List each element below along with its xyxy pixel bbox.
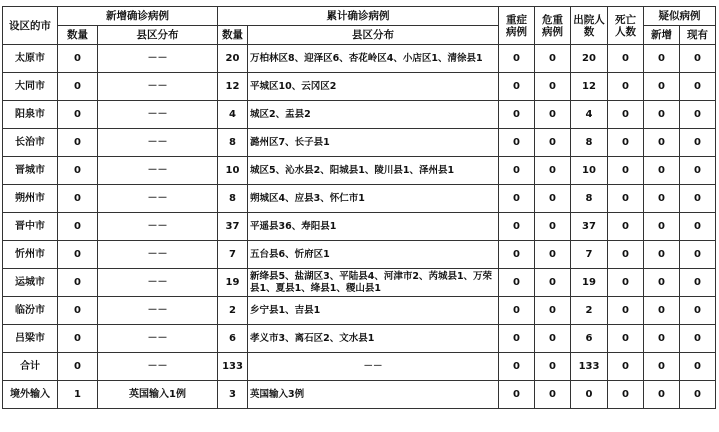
cell-discharged: 4 — [571, 101, 608, 129]
cell-critical: 0 — [535, 381, 571, 409]
cell-discharged: 2 — [571, 297, 608, 325]
cell-critical: 0 — [535, 129, 571, 157]
cell-new-dist: －－ — [98, 45, 218, 73]
cell-deaths: 0 — [608, 101, 644, 129]
cell-new-count: 0 — [58, 241, 98, 269]
cell-severe: 0 — [499, 353, 535, 381]
cell-discharged: 20 — [571, 45, 608, 73]
header-new-count: 数量 — [58, 26, 98, 45]
cell-cum-dist: 英国输入3例 — [248, 381, 499, 409]
cell-new-count: 0 — [58, 157, 98, 185]
header-cum-group: 累计确诊病例 — [218, 7, 499, 26]
header-new-dist: 县区分布 — [98, 26, 218, 45]
cell-discharged: 0 — [571, 381, 608, 409]
cell-new-dist: －－ — [98, 101, 218, 129]
cell-new-count: 0 — [58, 73, 98, 101]
table-row — [3, 213, 716, 241]
cell-cum-dist: 平城区10、云冈区2 — [248, 73, 499, 101]
header-suspect-new: 新增 — [644, 26, 680, 45]
header-critical: 危重病例 — [535, 7, 571, 45]
cell-cum-count: 6 — [218, 325, 248, 353]
cell-suspect-current: 0 — [680, 157, 716, 185]
table-row — [3, 129, 716, 157]
cell-severe: 0 — [499, 185, 535, 213]
cell-severe: 0 — [499, 241, 535, 269]
cell-critical: 0 — [535, 297, 571, 325]
cell-severe: 0 — [499, 73, 535, 101]
cell-critical: 0 — [535, 269, 571, 297]
cell-new-dist: －－ — [98, 325, 218, 353]
cell-suspect-new: 0 — [644, 381, 680, 409]
cell-cum-count: 133 — [218, 353, 248, 381]
cell-cum-count: 4 — [218, 101, 248, 129]
cell-severe: 0 — [499, 157, 535, 185]
cell-new-dist: －－ — [98, 297, 218, 325]
cell-deaths: 0 — [608, 297, 644, 325]
header-discharged: 出院人数 — [571, 7, 608, 45]
cell-severe: 0 — [499, 269, 535, 297]
cell-discharged: 6 — [571, 325, 608, 353]
cell-suspect-current: 0 — [680, 241, 716, 269]
cell-discharged: 10 — [571, 157, 608, 185]
cell-suspect-current: 0 — [680, 381, 716, 409]
cell-new-dist: －－ — [98, 353, 218, 381]
cell-suspect-new: 0 — [644, 241, 680, 269]
table-row — [3, 185, 716, 213]
cell-severe: 0 — [499, 101, 535, 129]
cell-critical: 0 — [535, 45, 571, 73]
cell-city: 忻州市 — [3, 241, 58, 269]
cell-cum-dist: 潞州区7、长子县1 — [248, 129, 499, 157]
cell-new-dist: －－ — [98, 241, 218, 269]
cell-cum-count: 8 — [218, 129, 248, 157]
cell-new-count: 0 — [58, 101, 98, 129]
cell-critical: 0 — [535, 73, 571, 101]
cell-suspect-new: 0 — [644, 269, 680, 297]
cell-deaths: 0 — [608, 353, 644, 381]
cell-cum-count: 2 — [218, 297, 248, 325]
header-cum-count: 数量 — [218, 26, 248, 45]
cell-city: 吕梁市 — [3, 325, 58, 353]
cell-cum-count: 12 — [218, 73, 248, 101]
header-suspect-group: 疑似病例 — [644, 7, 716, 26]
cell-new-dist: －－ — [98, 157, 218, 185]
cell-cum-dist: 孝义市3、离石区2、文水县1 — [248, 325, 499, 353]
table-row — [3, 73, 716, 101]
cell-cum-dist: 新绛县5、盐湖区3、平陆县4、河津市2、芮城县1、万荣县1、夏县1、绛县1、稷山县1 — [248, 269, 499, 297]
cell-suspect-new: 0 — [644, 185, 680, 213]
table-row — [3, 325, 716, 353]
cell-suspect-current: 0 — [680, 185, 716, 213]
table-row — [3, 241, 716, 269]
cell-discharged: 37 — [571, 213, 608, 241]
cell-city: 境外输入 — [3, 381, 58, 409]
cell-discharged: 7 — [571, 241, 608, 269]
table-row — [3, 297, 716, 325]
cell-city: 临汾市 — [3, 297, 58, 325]
cell-suspect-new: 0 — [644, 101, 680, 129]
cell-new-count: 0 — [58, 185, 98, 213]
cell-discharged: 133 — [571, 353, 608, 381]
cell-city: 合计 — [3, 353, 58, 381]
cell-cum-count: 3 — [218, 381, 248, 409]
table-row — [3, 157, 716, 185]
cell-deaths: 0 — [608, 129, 644, 157]
header-cum-dist: 县区分布 — [248, 26, 499, 45]
cell-suspect-current: 0 — [680, 297, 716, 325]
table-row — [3, 381, 716, 409]
header-severe: 重症病例 — [499, 7, 535, 45]
cell-deaths: 0 — [608, 269, 644, 297]
cell-suspect-new: 0 — [644, 297, 680, 325]
cell-severe: 0 — [499, 129, 535, 157]
cell-city: 阳泉市 — [3, 101, 58, 129]
cell-city: 太原市 — [3, 45, 58, 73]
cell-suspect-new: 0 — [644, 73, 680, 101]
cell-suspect-new: 0 — [644, 45, 680, 73]
cell-suspect-new: 0 — [644, 325, 680, 353]
cell-suspect-current: 0 — [680, 45, 716, 73]
cell-deaths: 0 — [608, 213, 644, 241]
cell-cum-dist: 五台县6、忻府区1 — [248, 241, 499, 269]
cell-city: 大同市 — [3, 73, 58, 101]
cell-new-count: 0 — [58, 269, 98, 297]
header-row-1 — [3, 7, 716, 26]
cell-severe: 0 — [499, 45, 535, 73]
cell-suspect-new: 0 — [644, 213, 680, 241]
cell-cum-dist: 城区2、盂县2 — [248, 101, 499, 129]
cell-deaths: 0 — [608, 185, 644, 213]
cell-suspect-current: 0 — [680, 129, 716, 157]
cell-new-count: 1 — [58, 381, 98, 409]
cell-suspect-current: 0 — [680, 101, 716, 129]
cell-suspect-current: 0 — [680, 73, 716, 101]
cases-table — [2, 6, 716, 409]
cell-cum-dist: 朔城区4、应县3、怀仁市1 — [248, 185, 499, 213]
cell-new-dist: 英国输入1例 — [98, 381, 218, 409]
cell-severe: 0 — [499, 213, 535, 241]
cell-new-count: 0 — [58, 45, 98, 73]
cell-critical: 0 — [535, 157, 571, 185]
table-row — [3, 353, 716, 381]
cell-city: 晋中市 — [3, 213, 58, 241]
cell-new-dist: －－ — [98, 269, 218, 297]
cell-severe: 0 — [499, 325, 535, 353]
cell-city: 运城市 — [3, 269, 58, 297]
cell-deaths: 0 — [608, 157, 644, 185]
header-deaths: 死亡人数 — [608, 7, 644, 45]
cell-new-dist: －－ — [98, 185, 218, 213]
cell-new-count: 0 — [58, 353, 98, 381]
cell-severe: 0 — [499, 381, 535, 409]
cell-discharged: 8 — [571, 185, 608, 213]
cell-critical: 0 — [535, 101, 571, 129]
cell-cum-count: 20 — [218, 45, 248, 73]
cell-suspect-current: 0 — [680, 353, 716, 381]
cell-new-dist: －－ — [98, 129, 218, 157]
cell-cum-dist: 平遥县36、寿阳县1 — [248, 213, 499, 241]
cell-new-count: 0 — [58, 213, 98, 241]
cell-critical: 0 — [535, 213, 571, 241]
cell-suspect-new: 0 — [644, 353, 680, 381]
cell-new-dist: －－ — [98, 213, 218, 241]
cell-cum-dist: 万柏林区8、迎泽区6、杏花岭区4、小店区1、清徐县1 — [248, 45, 499, 73]
cell-deaths: 0 — [608, 325, 644, 353]
table-body — [3, 45, 716, 409]
cell-discharged: 12 — [571, 73, 608, 101]
cell-critical: 0 — [535, 185, 571, 213]
cell-cum-count: 19 — [218, 269, 248, 297]
cell-cum-count: 7 — [218, 241, 248, 269]
table-row — [3, 45, 716, 73]
cell-deaths: 0 — [608, 45, 644, 73]
cell-deaths: 0 — [608, 73, 644, 101]
cell-severe: 0 — [499, 297, 535, 325]
cell-cum-count: 8 — [218, 185, 248, 213]
cell-city: 朔州市 — [3, 185, 58, 213]
cell-suspect-current: 0 — [680, 213, 716, 241]
cell-new-dist: －－ — [98, 73, 218, 101]
cell-deaths: 0 — [608, 381, 644, 409]
cell-critical: 0 — [535, 241, 571, 269]
cell-discharged: 8 — [571, 129, 608, 157]
header-city: 设区的市 — [3, 7, 58, 45]
cell-critical: 0 — [535, 353, 571, 381]
header-new-group: 新增确诊病例 — [58, 7, 218, 26]
header-suspect-current: 现有 — [680, 26, 716, 45]
cell-new-count: 0 — [58, 129, 98, 157]
cell-suspect-current: 0 — [680, 269, 716, 297]
cell-cum-count: 37 — [218, 213, 248, 241]
cell-suspect-new: 0 — [644, 157, 680, 185]
cell-cum-dist: 乡宁县1、吉县1 — [248, 297, 499, 325]
cell-cum-dist: －－ — [248, 353, 499, 381]
cell-deaths: 0 — [608, 241, 644, 269]
table-row — [3, 269, 716, 297]
cell-cum-count: 10 — [218, 157, 248, 185]
cell-suspect-current: 0 — [680, 325, 716, 353]
cell-cum-dist: 城区5、沁水县2、阳城县1、陵川县1、泽州县1 — [248, 157, 499, 185]
cell-city: 长治市 — [3, 129, 58, 157]
cell-critical: 0 — [535, 325, 571, 353]
cell-new-count: 0 — [58, 325, 98, 353]
table-row — [3, 101, 716, 129]
cell-city: 晋城市 — [3, 157, 58, 185]
cell-suspect-new: 0 — [644, 129, 680, 157]
cell-discharged: 19 — [571, 269, 608, 297]
cell-new-count: 0 — [58, 297, 98, 325]
